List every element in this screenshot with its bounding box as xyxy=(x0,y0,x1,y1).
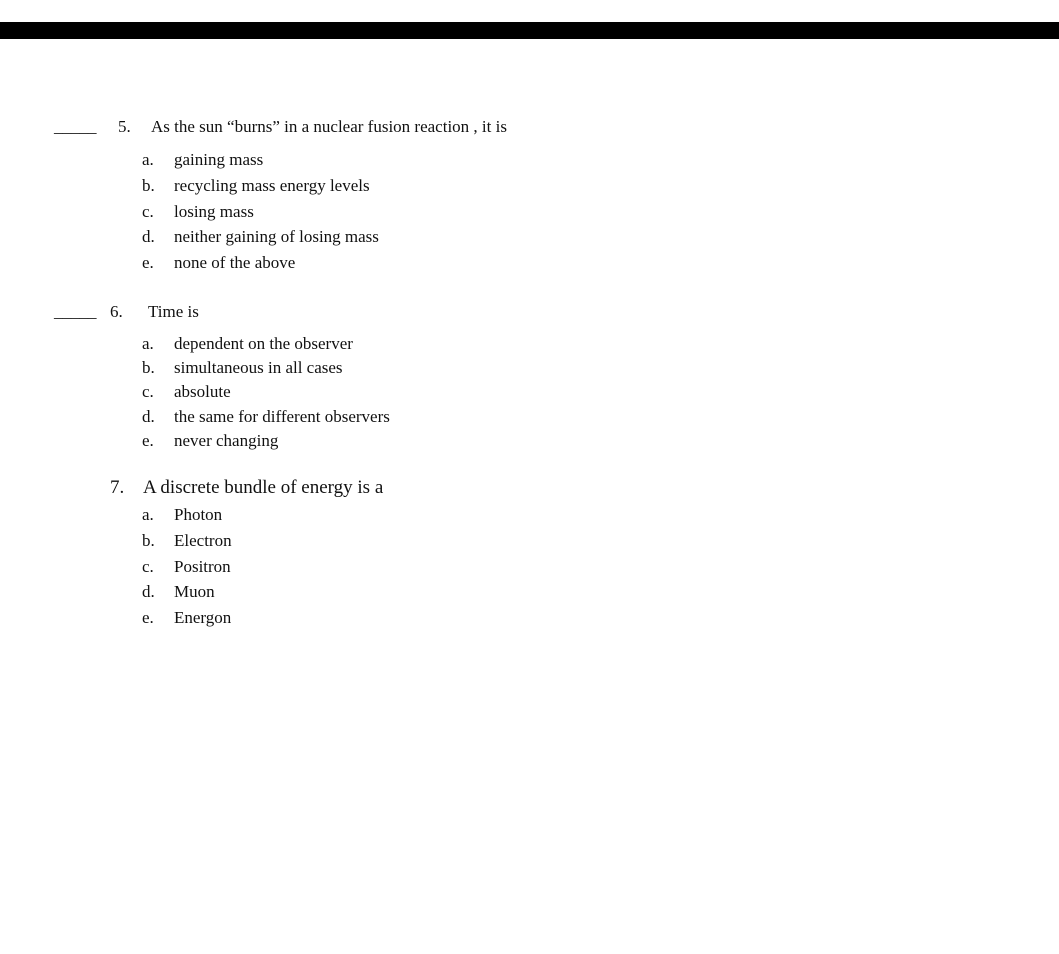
question-number: 5. xyxy=(118,117,131,136)
question-6 xyxy=(0,300,1059,453)
answer-options xyxy=(0,502,1059,631)
option-e xyxy=(0,429,1059,453)
question-text: As the sun “burns” in a nuclear fusion reaction , it is xyxy=(151,117,507,136)
option-letter: c. xyxy=(142,556,154,576)
option-b xyxy=(0,356,1059,380)
option-letter: b. xyxy=(142,175,155,195)
option-text: Photon xyxy=(174,505,223,524)
question-header xyxy=(0,115,1059,139)
option-text: simultaneous in all cases xyxy=(174,358,343,378)
option-text: never changing xyxy=(174,430,279,450)
question-7 xyxy=(0,476,1059,631)
option-b xyxy=(0,528,1059,554)
option-c xyxy=(0,380,1059,404)
option-text: none of the above xyxy=(174,253,296,273)
option-d xyxy=(0,579,1059,605)
option-letter: c. xyxy=(142,382,154,402)
option-d xyxy=(0,405,1059,429)
option-text: Positron xyxy=(174,556,231,576)
option-letter: b. xyxy=(142,358,155,378)
option-text: recycling mass energy levels xyxy=(174,175,370,195)
question-number: 7. xyxy=(110,477,125,498)
option-letter: d. xyxy=(142,582,155,602)
option-letter: a. xyxy=(142,505,154,524)
option-e xyxy=(0,250,1059,276)
option-text: the same for different observers xyxy=(174,406,390,426)
option-text: neither gaining of losing mass xyxy=(174,227,379,247)
question-number: 6. xyxy=(110,302,123,321)
option-a xyxy=(0,502,1059,528)
question-text: Time is xyxy=(148,302,199,321)
option-text: Electron xyxy=(174,530,232,550)
option-d xyxy=(0,224,1059,250)
option-letter: d. xyxy=(142,406,155,426)
answer-options xyxy=(0,147,1059,276)
option-text: Energon xyxy=(174,608,232,628)
question-text: A discrete bundle of energy is a xyxy=(143,477,384,498)
option-letter: a. xyxy=(142,150,154,169)
question-header xyxy=(0,476,1059,500)
option-c xyxy=(0,199,1059,225)
option-text: losing mass xyxy=(174,201,254,221)
header-bar xyxy=(0,22,1059,39)
option-text: Muon xyxy=(174,582,215,602)
option-text: gaining mass xyxy=(174,150,264,169)
option-text: dependent on the observer xyxy=(174,334,353,353)
option-c xyxy=(0,554,1059,580)
answer-options xyxy=(0,332,1059,453)
option-letter: e. xyxy=(142,253,154,273)
option-b xyxy=(0,173,1059,199)
option-text: absolute xyxy=(174,382,231,402)
option-letter: e. xyxy=(142,608,154,628)
option-a xyxy=(0,332,1059,356)
question-5 xyxy=(0,115,1059,276)
option-a xyxy=(0,147,1059,173)
option-letter: c. xyxy=(142,201,154,221)
answer-blank: _____ xyxy=(54,117,97,136)
option-letter: b. xyxy=(142,530,155,550)
question-header xyxy=(0,300,1059,324)
option-letter: e. xyxy=(142,430,154,450)
option-letter: a. xyxy=(142,334,154,353)
option-e xyxy=(0,605,1059,631)
answer-blank: _____ xyxy=(54,302,97,321)
option-letter: d. xyxy=(142,227,155,247)
